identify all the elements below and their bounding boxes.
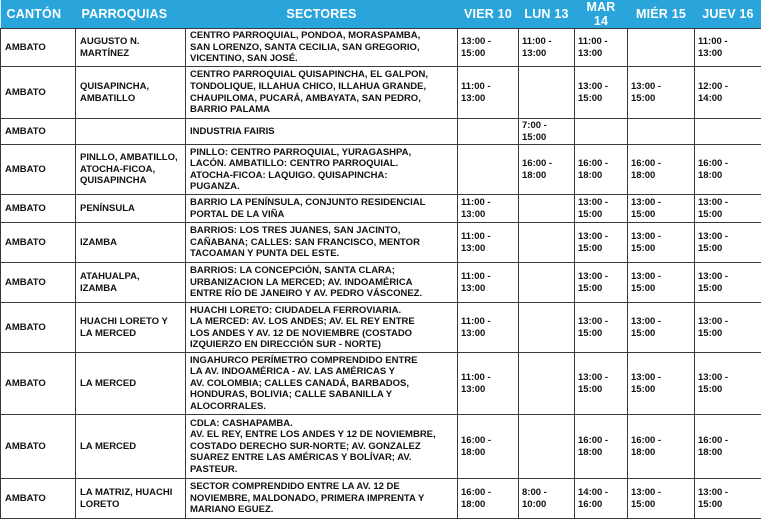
cell-canton: AMBATO xyxy=(1,67,76,119)
cell-day-3: 16:00 - 18:00 xyxy=(575,415,628,479)
table-row xyxy=(1,195,761,223)
cell-sectores: PINLLO: CENTRO PARROQUIAL, YURAGASHPA, LACÓN. AMBATILLO: CENTRO PARROQUIAL. ATOCHA-FICOA: LAQUIGO. QUISAPINCHA: PUGANZA. xyxy=(186,145,458,195)
cell-day-2 xyxy=(519,303,575,353)
cell-day-2: 8:00 - 10:00 xyxy=(519,479,575,519)
header-sectores: SECTORES xyxy=(186,0,458,29)
cell-day-5: 16:00 - 18:00 xyxy=(695,415,761,479)
cell-sectores: SECTOR COMPRENDIDO ENTRE LA AV. 12 DE NOVIEMBRE, MALDONADO, PRIMERA IMPRENTA Y MARIANO EGUEZ. xyxy=(186,479,458,519)
cell-parroquias: IZAMBA xyxy=(76,223,186,263)
cell-canton: AMBATO xyxy=(1,303,76,353)
cell-canton: AMBATO xyxy=(1,263,76,303)
cell-parroquias: LA MERCED xyxy=(76,353,186,415)
cell-day-5 xyxy=(695,119,761,145)
cell-day-5: 12:00 - 14:00 xyxy=(695,67,761,119)
cell-parroquias xyxy=(76,119,186,145)
table-row xyxy=(1,145,761,195)
cell-day-4: 13:00 - 15:00 xyxy=(628,263,695,303)
cell-day-4: 13:00 - 15:00 xyxy=(628,223,695,263)
cell-day-3: 16:00 - 18:00 xyxy=(575,145,628,195)
header-day-4: MIÉR 15 xyxy=(628,0,695,29)
cell-canton: AMBATO xyxy=(1,223,76,263)
cell-sectores: INDUSTRIA FAIRIS xyxy=(186,119,458,145)
cell-day-4: 13:00 - 15:00 xyxy=(628,67,695,119)
cell-sectores: BARRIOS: LA CONCEPCIÓN, SANTA CLARA; URBANIZACION LA MERCED; AV. INDOAMÉRICA ENTRE RÍO DE JANEIRO Y AV. PEDRO VÁSCONEZ. xyxy=(186,263,458,303)
cell-day-5: 16:00 - 18:00 xyxy=(695,145,761,195)
table-row xyxy=(1,303,761,353)
cell-day-5: 11:00 - 13:00 xyxy=(695,29,761,67)
cell-day-5: 13:00 - 15:00 xyxy=(695,195,761,223)
cell-sectores: INGAHURCO PERÍMETRO COMPRENDIDO ENTRE LA AV. INDOAMÉRICA - AV. LAS AMÉRICAS Y AV. COLOMBIA; CALLES CANADÁ, BARBADOS, HONDURAS, BOLIVIA; CALLE SABANILLA Y ALOCORRALES. xyxy=(186,353,458,415)
cell-day-5: 13:00 - 15:00 xyxy=(695,223,761,263)
cell-day-3: 13:00 - 15:00 xyxy=(575,353,628,415)
cell-canton: AMBATO xyxy=(1,479,76,519)
table-row xyxy=(1,223,761,263)
cell-day-2 xyxy=(519,67,575,119)
header-day-5: JUEV 16 xyxy=(695,0,761,29)
cell-day-2 xyxy=(519,195,575,223)
header-parroquias: PARROQUIAS xyxy=(76,0,186,29)
cell-sectores: HUACHI LORETO: CIUDADELA FERROVIARIA. LA MERCED: AV. LOS ANDES; AV. EL REY ENTRE LOS ANDES Y AV. 12 DE NOVIEMBRE (COSTADO IZQUIERZO EN DIRECCIÓN SUR - NORTE) xyxy=(186,303,458,353)
header-row xyxy=(1,0,761,29)
cell-day-5: 13:00 - 15:00 xyxy=(695,353,761,415)
table-row xyxy=(1,353,761,415)
cell-day-5: 13:00 - 15:00 xyxy=(695,263,761,303)
cell-day-1: 16:00 - 18:00 xyxy=(458,479,519,519)
cell-day-1: 11:00 - 13:00 xyxy=(458,67,519,119)
cell-day-4 xyxy=(628,29,695,67)
cell-day-1: 16:00 - 18:00 xyxy=(458,415,519,479)
cell-day-4: 13:00 - 15:00 xyxy=(628,479,695,519)
cell-parroquias: PENÍNSULA xyxy=(76,195,186,223)
cell-day-2: 7:00 - 15:00 xyxy=(519,119,575,145)
table-row xyxy=(1,263,761,303)
cell-sectores: BARRIO LA PENÍNSULA, CONJUNTO RESIDENCIAL PORTAL DE LA VIÑA xyxy=(186,195,458,223)
cell-day-3: 13:00 - 15:00 xyxy=(575,223,628,263)
cell-sectores: CDLA: CASHAPAMBA. AV. EL REY, ENTRE LOS ANDES Y 12 DE NOVIEMBRE, COSTADO DERECHO SUR-NORTE; AV. GONZALEZ SUAREZ ENTRE LAS AMÉRICAS Y BOLÍVAR; AV. PASTEUR. xyxy=(186,415,458,479)
cell-day-1 xyxy=(458,145,519,195)
cell-parroquias: LA MATRIZ, HUACHI LORETO xyxy=(76,479,186,519)
cell-day-3 xyxy=(575,119,628,145)
cell-sectores: CENTRO PARROQUIAL QUISAPINCHA, EL GALPON, TONDOLIQUE, ILLAHUA CHICO, ILLAHUA GRANDE, CHAUPILOMA, PUCARÁ, AMBAYATA, SAN PEDRO, BARRIO PALAMA xyxy=(186,67,458,119)
cell-day-4 xyxy=(628,119,695,145)
table-row xyxy=(1,415,761,479)
cell-day-5: 13:00 - 15:00 xyxy=(695,303,761,353)
cell-day-4: 13:00 - 15:00 xyxy=(628,353,695,415)
cell-day-2: 11:00 - 13:00 xyxy=(519,29,575,67)
cell-parroquias: HUACHI LORETO Y LA MERCED xyxy=(76,303,186,353)
table-row xyxy=(1,67,761,119)
cell-day-3: 13:00 - 15:00 xyxy=(575,263,628,303)
cell-day-3: 13:00 - 15:00 xyxy=(575,67,628,119)
cell-parroquias: AUGUSTO N. MARTÍNEZ xyxy=(76,29,186,67)
cell-parroquias: QUISAPINCHA, AMBATILLO xyxy=(76,67,186,119)
cell-day-4: 16:00 - 18:00 xyxy=(628,415,695,479)
cell-canton: AMBATO xyxy=(1,145,76,195)
cell-day-1: 11:00 - 13:00 xyxy=(458,303,519,353)
cell-parroquias: ATAHUALPA, IZAMBA xyxy=(76,263,186,303)
cell-sectores: CENTRO PARROQUIAL, PONDOA, MORASPAMBA, SAN LORENZO, SANTA CECILIA, SAN GREGORIO, VICENTINO, SAN JOSÉ. xyxy=(186,29,458,67)
cell-canton: AMBATO xyxy=(1,195,76,223)
cell-day-2: 16:00 - 18:00 xyxy=(519,145,575,195)
table-row xyxy=(1,29,761,67)
cell-day-1: 11:00 - 13:00 xyxy=(458,223,519,263)
cell-day-1: 11:00 - 13:00 xyxy=(458,263,519,303)
cell-parroquias: LA MERCED xyxy=(76,415,186,479)
cell-day-1 xyxy=(458,119,519,145)
cell-day-2 xyxy=(519,353,575,415)
table-row xyxy=(1,119,761,145)
cell-day-1: 13:00 - 15:00 xyxy=(458,29,519,67)
cell-day-1: 11:00 - 13:00 xyxy=(458,353,519,415)
header-canton: CANTÓN xyxy=(1,0,76,29)
header-day-1: VIER 10 xyxy=(458,0,519,29)
cell-canton: AMBATO xyxy=(1,415,76,479)
cell-parroquias: PINLLO, AMBATILLO, ATOCHA-FICOA, QUISAPINCHA xyxy=(76,145,186,195)
cell-day-3: 14:00 - 16:00 xyxy=(575,479,628,519)
cell-canton: AMBATO xyxy=(1,119,76,145)
cell-canton: AMBATO xyxy=(1,29,76,67)
cell-day-3: 13:00 - 15:00 xyxy=(575,303,628,353)
cell-day-4: 13:00 - 15:00 xyxy=(628,195,695,223)
cell-day-2 xyxy=(519,415,575,479)
cell-canton: AMBATO xyxy=(1,353,76,415)
header-day-3: MAR 14 xyxy=(575,0,628,29)
cell-sectores: BARRIOS: LOS TRES JUANES, SAN JACINTO, CAÑABANA; CALLES: SAN FRANCISCO, MENTOR TACOAMAN Y PUNTA DEL ESTE. xyxy=(186,223,458,263)
header-day-2: LUN 13 xyxy=(519,0,575,29)
cell-day-1: 11:00 - 13:00 xyxy=(458,195,519,223)
cell-day-2 xyxy=(519,263,575,303)
cell-day-2 xyxy=(519,223,575,263)
cell-day-3: 13:00 - 15:00 xyxy=(575,195,628,223)
cell-day-3: 11:00 - 13:00 xyxy=(575,29,628,67)
cell-day-4: 13:00 - 15:00 xyxy=(628,303,695,353)
cell-day-5: 13:00 - 15:00 xyxy=(695,479,761,519)
cell-day-4: 16:00 - 18:00 xyxy=(628,145,695,195)
